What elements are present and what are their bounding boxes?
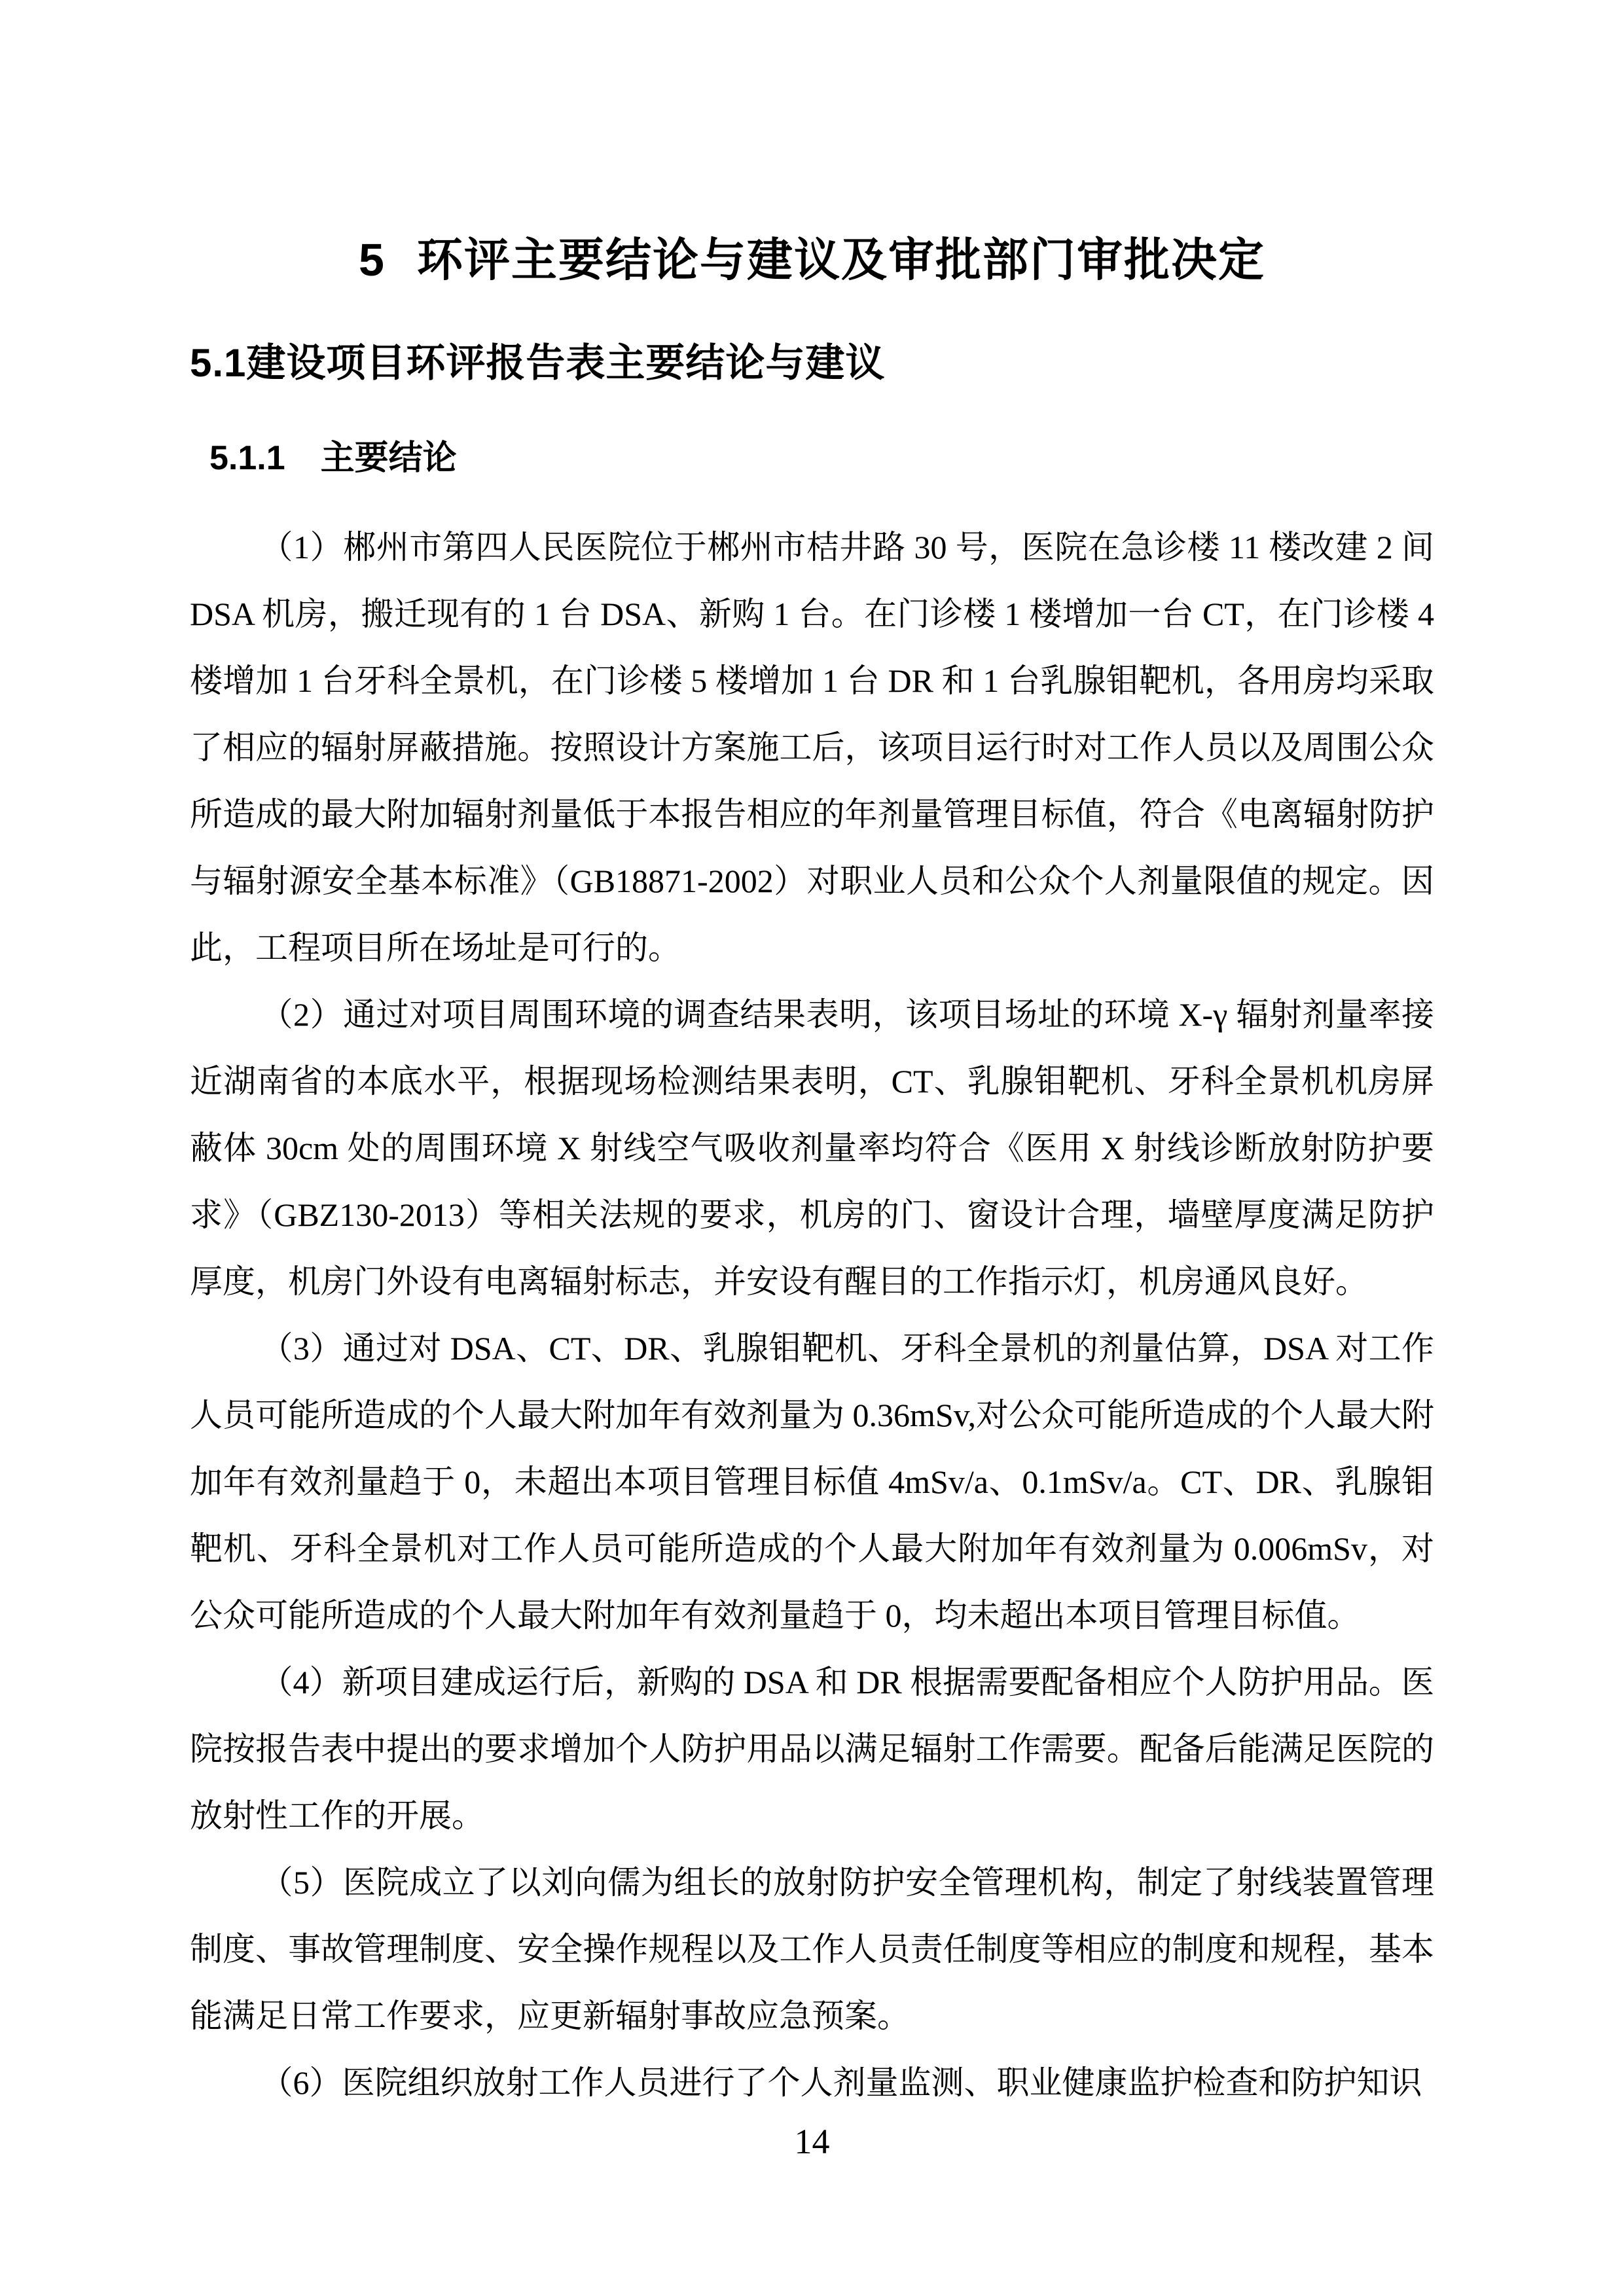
chapter-title (190, 234, 1434, 285)
subsection-heading (209, 439, 1434, 478)
chapter-number: 5 (359, 234, 386, 285)
paragraph-5: （5）医院成立了以刘向儒为组长的放射防护安全管理机构，制定了射线装置管理制度、事故管理制度、安全操作规程以及工作人员责任制度等相应的制度和规程，基本能满足日常工作要求，应更新辐射事故应急预案。 (190, 1864, 1434, 2034)
body-text (190, 514, 1434, 2116)
paragraph-2: （2）通过对项目周围环境的调查结果表明，该项目场址的环境 X-γ 辐射剂量率接近湖南省的本底水平，根据现场检测结果表明，CT、乳腺钼靶机、牙科全景机机房屏蔽体 30cm 处的周围环境 X 射线空气吸收剂量率均符合《医用 X 射线诊断放射防护要求》（GBZ130-2013）等相关法规的要求，机房的门、窗设计合理，墙壁厚度满足防护厚度，机房门外设有电离辐射标志，并安设有醒目的工作指示灯，机房通风良好。 (190, 996, 1434, 1300)
paragraph-6: （6）医院组织放射工作人员进行了个人剂量监测、职业健康监护检查和防护知识 (260, 2064, 1422, 2101)
subsection-number: 5.1.1 (209, 439, 285, 477)
paragraph-4: （4）新项目建成运行后，新购的 DSA 和 DR 根据需要配备相应个人防护用品。医院按报告表中提出的要求增加个人防护用品以满足辐射工作需要。配备后能满足医院的放射性工作的开展。 (190, 1664, 1434, 1834)
section-heading: 5.1建设项目环评报告表主要结论与建议 (190, 341, 886, 385)
paragraph-1: （1）郴州市第四人民医院位于郴州市桔井路 30 号，医院在急诊楼 11 楼改建 2 间 DSA 机房，搬迁现有的 1 台 DSA、新购 1 台。在门诊楼 1 楼增加一台 CT，在门诊楼 4 楼增加 1 台牙科全景机，在门诊楼 5 楼增加 1 台 DR 和 1 台乳腺钼靶机，各用房均采取了相应的辐射屏蔽措施。按照设计方案施工后，该项目运行时对工作人员以及周围公众所造成的最大附加辐射剂量低于本报告相应的年剂量管理目标值，符合《电离辐射防护与辐射源安全基本标准》（GB18871-2002）对职业人员和公众个人剂量限值的规定。因此，工程项目所在场址是可行的。 (190, 529, 1434, 966)
subsection-title: 主要结论 (320, 439, 457, 477)
page-number: 14 (794, 2122, 830, 2161)
chapter-title-text: 环评主要结论与建议及审批部门审批决定 (416, 234, 1265, 285)
paragraph-3: （3）通过对 DSA、CT、DR、乳腺钼靶机、牙科全景机的剂量估算，DSA 对工作人员可能所造成的个人最大附加年有效剂量为 0.36mSv,对公众可能所造成的个人最大附加年有效剂量趋于 0，未超出本项目管理目标值 4mSv/a、0.1mSv/a。CT、DR、乳腺钼靶机、牙科全景机对工作人员可能所造成的个人最大附加年有效剂量为 0.006mSv，对公众可能所造成的个人最大附加年有效剂量趋于 0，均未超出本项目管理目标值。 (190, 1330, 1434, 1634)
